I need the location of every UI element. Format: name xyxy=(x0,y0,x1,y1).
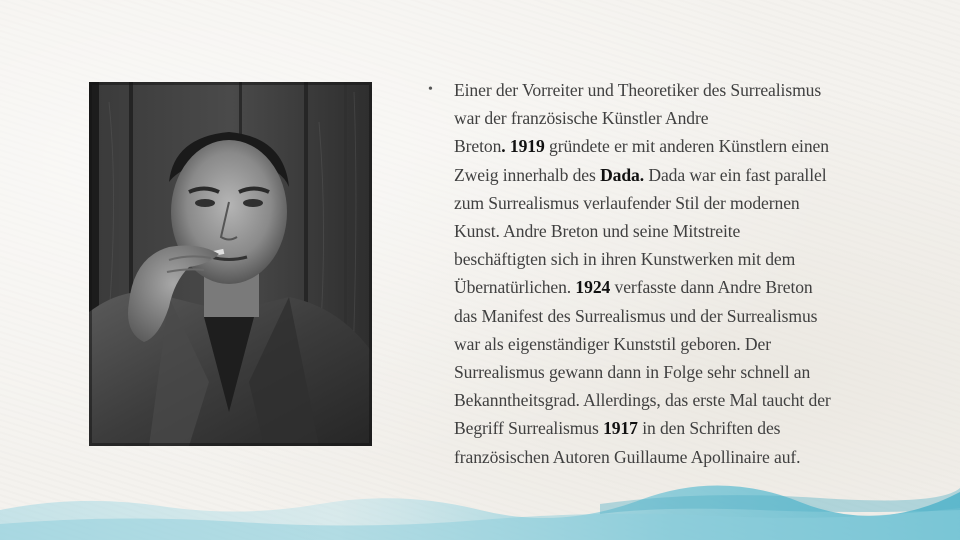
year-1924: 1924 xyxy=(575,277,611,298)
text-line xyxy=(454,76,938,104)
year-1919: 1919 xyxy=(509,136,545,157)
text-run: französischen Autoren Guillaume Apollinaire auf. xyxy=(454,446,801,467)
text-line xyxy=(454,330,938,358)
portrait-photo xyxy=(89,82,372,446)
bullet-paragraph xyxy=(428,76,938,471)
text-line: Breton. 1919 gründete er mit anderen Künstlern einen xyxy=(454,136,829,157)
watercolor-decoration xyxy=(0,480,960,540)
text-run: in den Schriften des xyxy=(642,418,781,439)
bullet-marker: • xyxy=(428,82,433,97)
text-line xyxy=(454,414,938,442)
text-run: Kunst. Andre Breton und seine Mitstreite xyxy=(454,221,741,242)
portrait-image xyxy=(89,82,372,446)
text-run: beschäftigten sich in ihren Kunstwerken mit dem xyxy=(454,249,796,270)
text-run: gründete er mit anderen Künstlern einen xyxy=(549,136,829,157)
text-line xyxy=(454,302,938,330)
text-run: verfasste dann Andre Breton xyxy=(614,277,813,298)
year-1917: 1917 xyxy=(603,418,638,439)
text-run: Einer der Vorreiter und Theoretiker des Surrealismus xyxy=(454,80,822,100)
text-run: war der französische Künstler Andre xyxy=(454,108,709,129)
text-run: war als eigenständiger Kunststil geboren. Der xyxy=(454,333,771,354)
text-block xyxy=(428,76,938,471)
term-dada: Dada xyxy=(600,164,640,185)
text-line xyxy=(454,245,938,273)
text-line xyxy=(454,273,938,301)
text-run: Breton xyxy=(454,136,502,157)
text-line xyxy=(454,358,938,386)
text-run: zum Surrealismus verlaufender Stil der modernen xyxy=(454,192,800,213)
text-line xyxy=(454,386,938,414)
text-run: Zweig innerhalb des xyxy=(454,164,596,185)
text-line xyxy=(454,217,938,245)
text-line xyxy=(454,189,938,217)
text-run: Surrealismus gewann dann in Folge sehr schnell an xyxy=(454,362,811,383)
text-run: Übernatürlichen. xyxy=(454,277,572,298)
text-line xyxy=(454,443,938,471)
text-run: Begriff Surrealismus xyxy=(454,418,599,439)
text-run: Dada war ein fast parallel xyxy=(648,164,827,185)
text-run: das Manifest des Surrealismus und der Surrealismus xyxy=(454,305,818,326)
text-line: Zweig innerhalb des Dada. Dada war ein fast parallel xyxy=(454,164,827,185)
text-run: Bekanntheitsgrad. Allerdings, das erste Mal taucht der xyxy=(454,390,831,411)
text-line xyxy=(454,104,938,132)
